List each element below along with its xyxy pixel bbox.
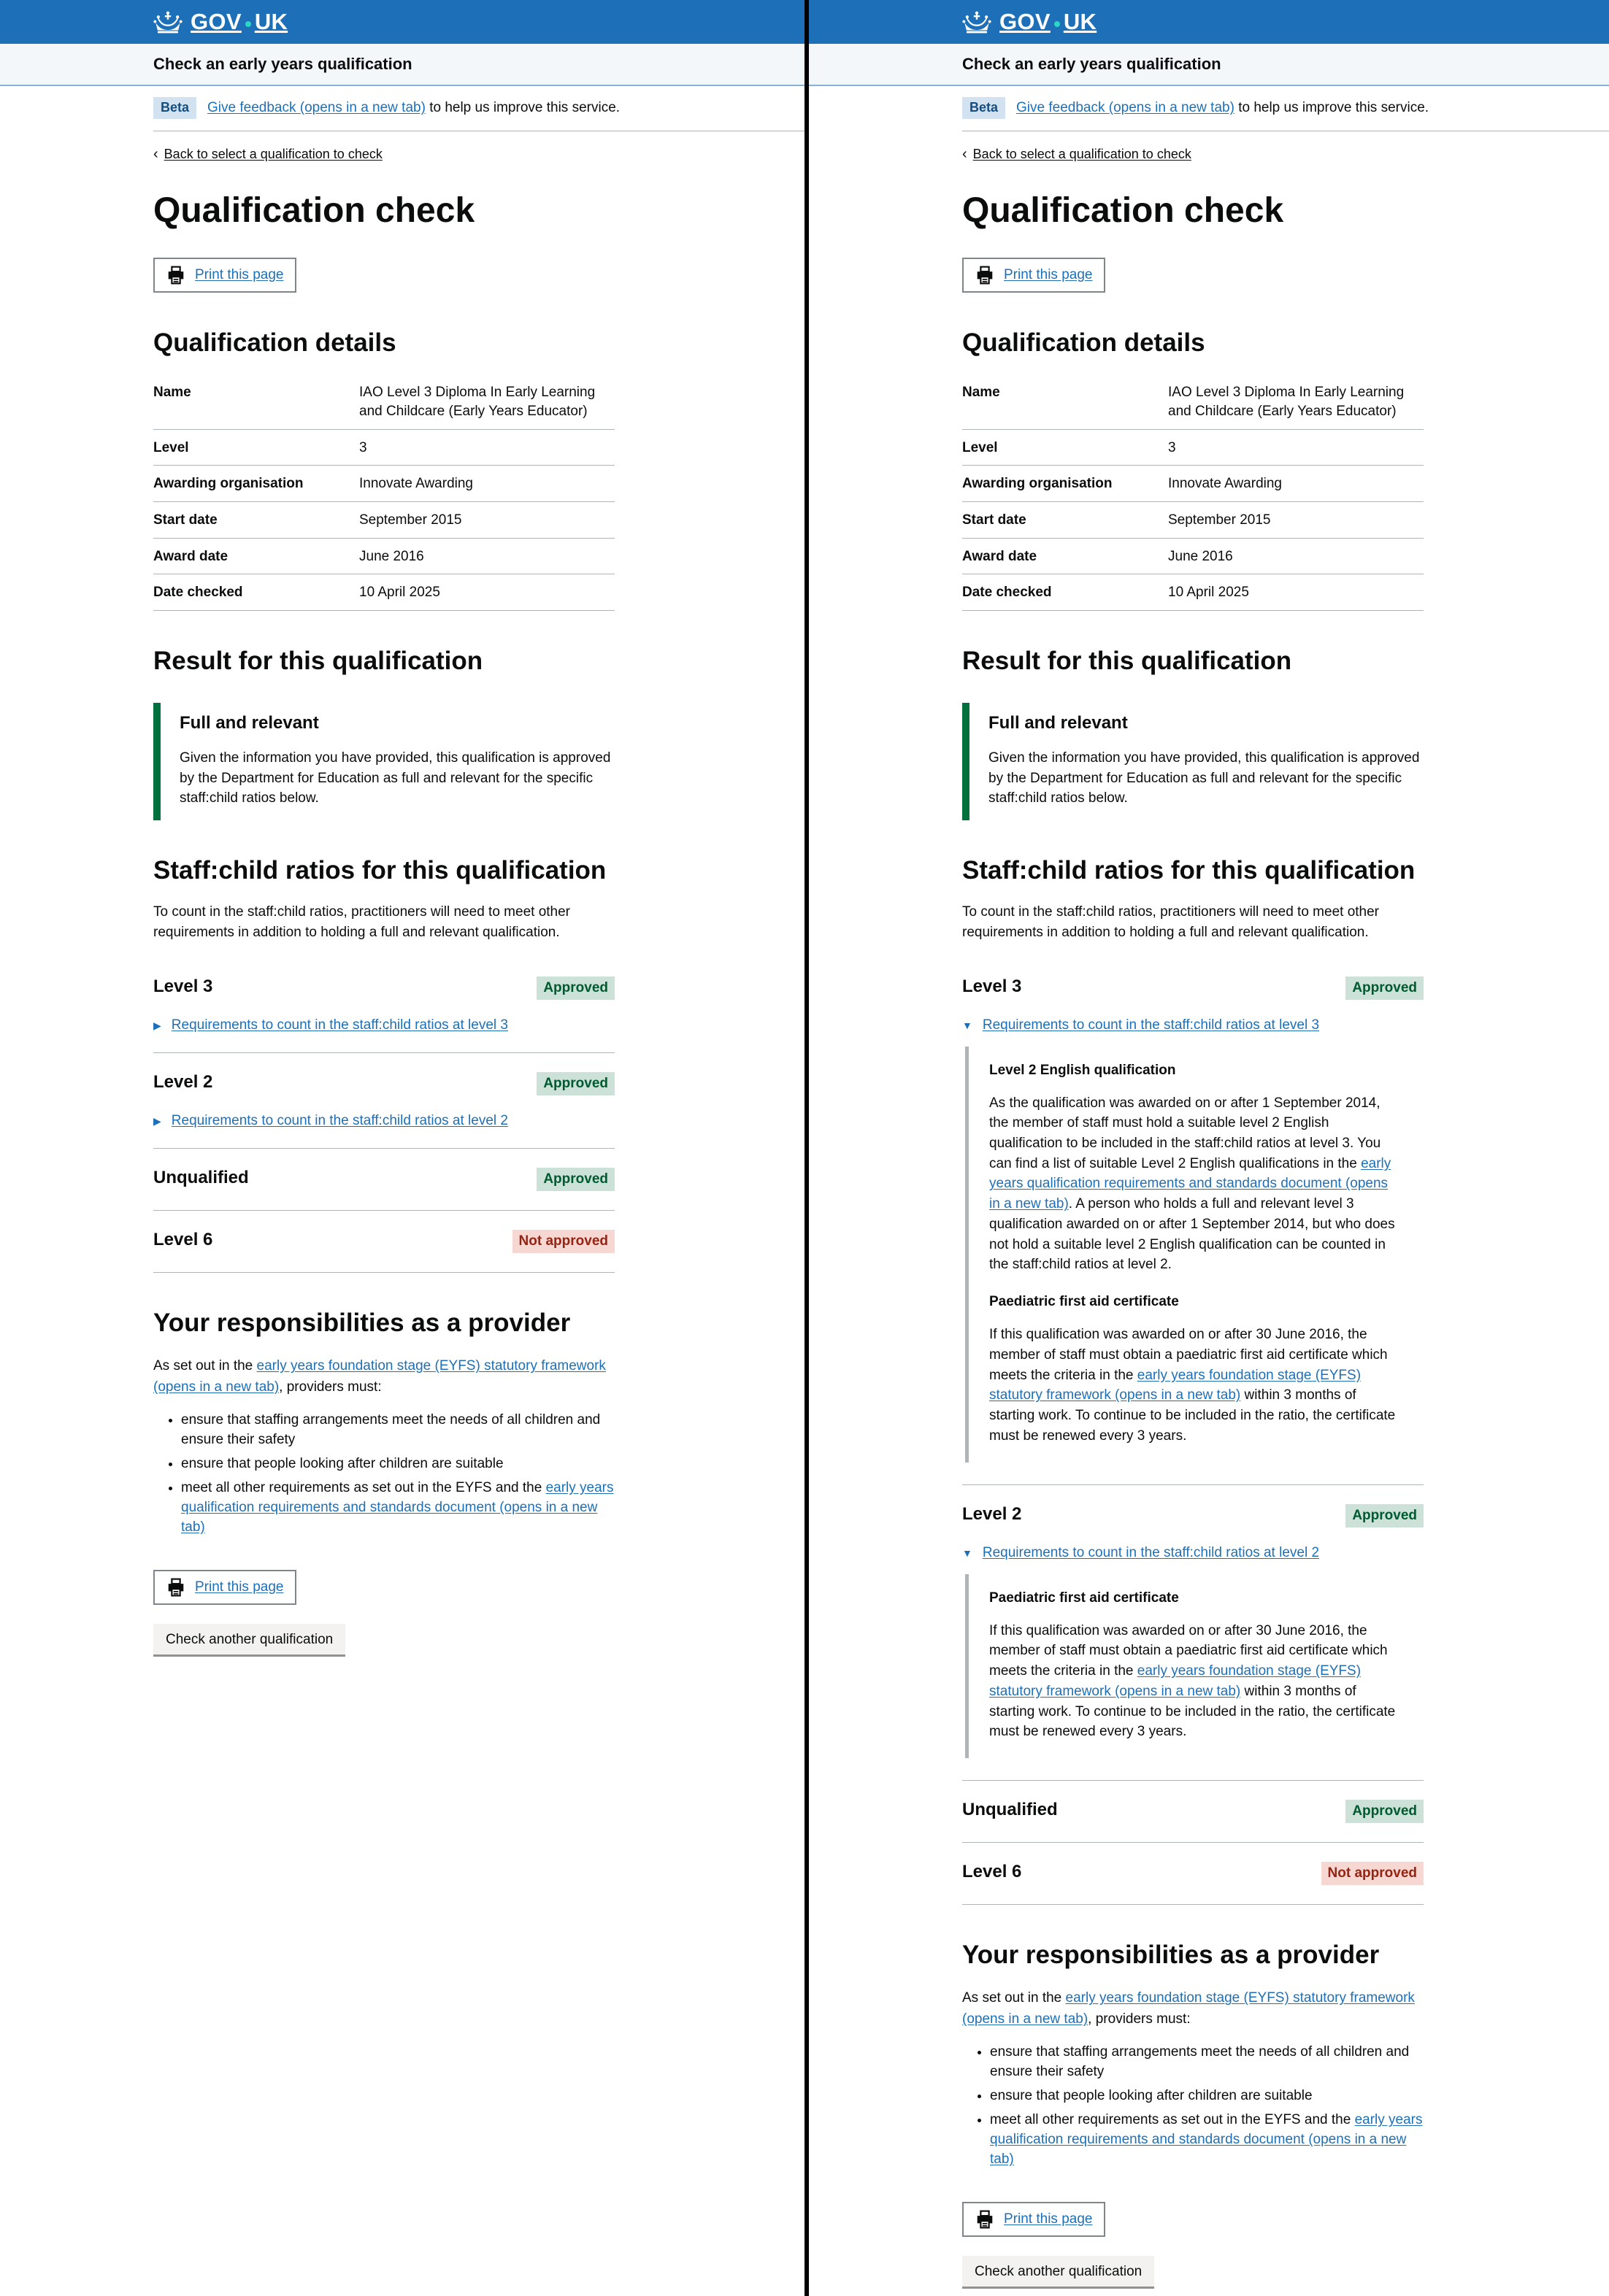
result-status: Full and relevant <box>988 713 1128 733</box>
result-heading: Result for this qualification <box>153 646 483 675</box>
phase-banner-text: Give feedback (opens in a new tab) to help us improve this service. <box>1016 99 1429 115</box>
result-panel <box>962 703 1424 820</box>
table-row <box>962 539 1424 575</box>
status-badge: Not approved <box>1321 1862 1424 1885</box>
print-page-link[interactable]: Print this page <box>195 1579 284 1595</box>
details-body-level-3 <box>965 1047 1403 1463</box>
ratio-row-level-3 <box>962 958 1424 1485</box>
status-badge: Approved <box>1345 1800 1424 1823</box>
row-key: Start date <box>962 512 1026 528</box>
govuk-logotype: GOV UK <box>999 9 1097 34</box>
qualification-requirements-link[interactable]: early years qualification requirements and standards document (opens in a new tab) <box>181 1479 614 1535</box>
row-key: Awarding organisation <box>962 476 1113 492</box>
eyfs-framework-link[interactable]: early years foundation stage (EYFS) statutory framework (opens in a new tab) <box>962 1990 1415 2027</box>
printer-icon <box>975 266 994 285</box>
ratio-level-name: Level 6 <box>153 1229 213 1249</box>
phase-tag: Beta <box>962 97 1005 119</box>
feedback-link[interactable]: Give feedback (opens in a new tab) <box>207 99 426 115</box>
table-row <box>153 502 615 539</box>
ratio-row-unqualified <box>153 1149 615 1211</box>
status-badge: Not approved <box>512 1230 615 1253</box>
ratio-row-level-3 <box>153 958 615 1053</box>
row-value: September 2015 <box>1168 512 1271 528</box>
row-value: Innovate Awarding <box>1168 476 1282 492</box>
list-item: • ensure that people looking after children are suitable <box>181 1455 615 1474</box>
ratio-level-name: Level 3 <box>153 976 213 996</box>
responsibilities-list <box>962 2043 1424 2170</box>
status-badge: Approved <box>537 1168 615 1191</box>
govuk-logotype: GOV UK <box>191 9 288 34</box>
back-link-row <box>153 146 804 163</box>
english-qualification-heading: Level 2 English qualification <box>989 1062 1176 1078</box>
printer-icon <box>975 2210 994 2229</box>
first-aid-text: If this qualification was awarded on or after 30 June 2016, the member of staff must obtain a paediatric first aid certificate which meets the criteria in the early years foundation stage (EYFS) statutory framework (opens in a new tab) within 3 months of starting work. To continue to be included in the ratio, the certificate must be renewed every 3 years. <box>989 1622 1396 1740</box>
first-aid-heading: Paediatric first aid certificate <box>989 1590 1179 1606</box>
phase-banner-text: Give feedback (opens in a new tab) to help us improve this service. <box>207 99 621 115</box>
table-row <box>962 374 1424 429</box>
main-content <box>962 192 1424 2289</box>
details-summary-level-3[interactable]: ▶ Requirements to count in the staff:child ratios at level 3 <box>153 1017 615 1033</box>
print-page-link[interactable]: Print this page <box>195 266 284 282</box>
details-summary-level-2[interactable]: ▼ Requirements to count in the staff:child ratios at level 2 <box>962 1545 1424 1561</box>
responsibilities-list <box>153 1411 615 1538</box>
details-summary-level-2[interactable]: ▶ Requirements to count in the staff:child ratios at level 2 <box>153 1113 615 1129</box>
ratio-row-level-2 <box>962 1485 1424 1781</box>
ratio-row-unqualified <box>962 1781 1424 1843</box>
ratios-intro: To count in the staff:child ratios, practitioners will need to meet other requirements in addition to holding a full and relevant qualification. <box>153 904 571 940</box>
page-title: Qualification check <box>153 191 475 230</box>
back-link[interactable]: Back to select a qualification to check <box>164 147 383 161</box>
eyfs-framework-link[interactable]: early years foundation stage (EYFS) statutory framework (opens in a new tab) <box>989 1367 1362 1403</box>
chevron-down-icon <box>962 1020 972 1030</box>
english-qualification-text: As the qualification was awarded on or after 1 September 2014, the member of staff must hold a suitable level 2 English qualification to be included in the staff:child ratios at level 3. You can find a list of suitable Level 2 English qualifications in the early years qualification requirements and standards document (opens in a new tab). A person who holds a full and relevant level 3 qualification awarded on or after 1 September 2014, but who does not hold a suitable level 2 English qualification can be counted in the staff:child ratios at level 2. <box>989 1095 1395 1273</box>
row-key: Level <box>962 439 998 455</box>
status-badge: Approved <box>537 976 615 1000</box>
table-row <box>962 574 1424 611</box>
print-page-link[interactable]: Print this page <box>1004 266 1093 282</box>
table-row <box>962 502 1424 539</box>
service-name-link[interactable]: Check an early years qualification <box>153 55 412 73</box>
first-aid-heading: Paediatric first aid certificate <box>989 1294 1179 1310</box>
ratios-list <box>153 958 615 1273</box>
responsibilities-heading: Your responsibilities as a provider <box>153 1308 571 1337</box>
row-key: Award date <box>153 548 229 564</box>
first-aid-text: If this qualification was awarded on or after 30 June 2016, the member of staff must obtain a paediatric first aid certificate which meets the criteria in the early years foundation stage (EYFS) statutory framework (opens in a new tab) within 3 months of starting work. To continue to be included in the ratio, the certificate must be renewed every 3 years. <box>989 1327 1396 1444</box>
ratio-level-name: Level 2 <box>962 1503 1022 1524</box>
status-badge: Approved <box>1345 1504 1424 1528</box>
print-page-button[interactable] <box>962 2202 1105 2237</box>
row-value: June 2016 <box>359 548 424 564</box>
table-row <box>962 466 1424 502</box>
qualification-requirements-link[interactable]: early years qualification requirements and standards document (opens in a new tab) <box>989 1155 1391 1212</box>
printer-icon <box>166 1578 185 1597</box>
table-row <box>153 374 615 429</box>
ratios-heading: Staff:child ratios for this qualification <box>153 855 607 885</box>
ratio-level-name: Unqualified <box>153 1167 249 1187</box>
print-page-button[interactable] <box>962 258 1105 293</box>
phase-tag: Beta <box>153 97 196 119</box>
crown-icon <box>962 10 991 34</box>
phase-banner <box>962 86 1609 131</box>
list-item: • ensure that staffing arrangements meet the needs of all children and ensure their safety <box>990 2043 1424 2082</box>
chevron-right-icon <box>153 1116 161 1126</box>
row-key: Date checked <box>962 585 1052 601</box>
chevron-down-icon <box>962 1548 972 1558</box>
row-key: Award date <box>962 548 1037 564</box>
status-badge: Approved <box>1345 976 1424 1000</box>
responsibilities-intro: As set out in the early years foundation stage (EYFS) statutory framework (opens in a new tab), providers must: <box>962 1990 1415 2027</box>
details-summary-level-3[interactable]: ▼ Requirements to count in the staff:child ratios at level 3 <box>962 1017 1424 1033</box>
qualification-details-table <box>153 374 615 610</box>
list-item: • ensure that staffing arrangements meet the needs of all children and ensure their safety <box>181 1411 615 1450</box>
print-page-link[interactable]: Print this page <box>1004 2211 1093 2227</box>
table-row <box>153 466 615 502</box>
table-row <box>962 430 1424 466</box>
table-row <box>153 574 615 611</box>
ratio-level-name: Level 3 <box>962 976 1022 996</box>
service-navigation <box>0 44 804 86</box>
result-heading: Result for this qualification <box>962 646 1292 675</box>
back-chevron-icon: ‹ <box>962 146 967 162</box>
qualification-requirements-link[interactable]: early years qualification requirements and standards document (opens in a new tab) <box>990 2112 1423 2168</box>
ratio-level-name: Level 6 <box>962 1861 1022 1881</box>
responsibilities-heading: Your responsibilities as a provider <box>962 1940 1380 1969</box>
back-link[interactable]: Back to select a qualification to check <box>972 147 1191 161</box>
govuk-logo-link[interactable] <box>153 9 288 35</box>
row-key: Start date <box>153 512 218 528</box>
row-value: 10 April 2025 <box>359 585 440 601</box>
row-value: Innovate Awarding <box>359 476 473 492</box>
row-value: September 2015 <box>359 512 462 528</box>
details-body-level-2 <box>965 1574 1403 1758</box>
ratios-heading: Staff:child ratios for this qualification <box>962 855 1416 885</box>
crown-icon <box>153 10 183 34</box>
row-value: IAO Level 3 Diploma In Early Learning and Childcare (Early Years Educator) <box>359 385 596 419</box>
responsibilities-intro: As set out in the early years foundation stage (EYFS) statutory framework (opens in a new tab), providers must: <box>153 1358 606 1395</box>
qualification-details-heading: Qualification details <box>962 328 1205 357</box>
result-body: Given the information you have provided, this qualification is approved by the Department for Education as full and relevant for the specific staff:child ratios below. <box>180 750 611 806</box>
result-status: Full and relevant <box>180 713 319 733</box>
service-navigation <box>809 44 1609 86</box>
ratios-list <box>962 958 1424 1905</box>
row-key: Awarding organisation <box>153 476 304 492</box>
ratio-row-level-2 <box>153 1053 615 1149</box>
ratio-level-name: Level 2 <box>153 1071 213 1092</box>
main-content <box>153 192 615 1657</box>
govuk-logo-link[interactable] <box>962 9 1097 35</box>
row-value: 3 <box>359 439 367 455</box>
row-value: IAO Level 3 Diploma In Early Learning and Childcare (Early Years Educator) <box>1168 385 1405 419</box>
table-row <box>153 539 615 575</box>
service-name-link[interactable]: Check an early years qualification <box>962 55 1221 73</box>
govuk-header <box>809 0 1609 44</box>
qualification-details-heading: Qualification details <box>153 328 396 357</box>
result-body: Given the information you have provided, this qualification is approved by the Department for Education as full and relevant for the specific staff:child ratios below. <box>988 750 1420 806</box>
back-chevron-icon: ‹ <box>153 146 158 162</box>
row-key: Name <box>153 385 191 401</box>
eyfs-framework-link[interactable]: early years foundation stage (EYFS) statutory framework (opens in a new tab) <box>153 1358 606 1395</box>
ratio-level-name: Unqualified <box>962 1799 1058 1819</box>
row-value: June 2016 <box>1168 548 1233 564</box>
list-item: • meet all other requirements as set out in the EYFS and the early years qualification requirements and standards document (opens in a new tab) <box>990 2111 1424 2170</box>
list-item: • ensure that people looking after children are suitable <box>990 2087 1424 2106</box>
qualification-details-table <box>962 374 1424 610</box>
govuk-header <box>0 0 804 44</box>
logo-dot-icon <box>1054 21 1060 27</box>
logo-dot-icon <box>245 21 251 27</box>
check-another-qualification-button[interactable]: Check another qualification <box>962 2256 1154 2289</box>
ratio-row-level-6 <box>962 1843 1424 1905</box>
printer-icon <box>166 266 185 285</box>
print-page-button[interactable] <box>153 1570 296 1605</box>
row-value: 3 <box>1168 439 1176 455</box>
row-key: Name <box>962 385 1000 401</box>
row-key: Level <box>153 439 189 455</box>
ratios-intro: To count in the staff:child ratios, practitioners will need to meet other requirements in addition to holding a full and relevant qualification. <box>962 904 1380 940</box>
list-item: • meet all other requirements as set out in the EYFS and the early years qualification requirements and standards document (opens in a new tab) <box>181 1479 615 1538</box>
page-title: Qualification check <box>962 191 1284 230</box>
feedback-link[interactable]: Give feedback (opens in a new tab) <box>1016 99 1234 115</box>
back-link-row <box>962 146 1609 163</box>
print-page-button[interactable] <box>153 258 296 293</box>
phase-banner <box>153 86 804 131</box>
check-another-qualification-button[interactable]: Check another qualification <box>153 1624 345 1657</box>
chevron-right-icon <box>153 1020 161 1030</box>
page-expanded-view <box>809 0 1609 2296</box>
table-row <box>153 430 615 466</box>
row-key: Date checked <box>153 585 243 601</box>
result-panel <box>153 703 615 820</box>
ratio-row-level-6 <box>153 1211 615 1273</box>
page-collapsed-view <box>0 0 804 2296</box>
status-badge: Approved <box>537 1072 615 1095</box>
row-value: 10 April 2025 <box>1168 585 1249 601</box>
eyfs-framework-link[interactable]: early years foundation stage (EYFS) statutory framework (opens in a new tab) <box>989 1663 1362 1699</box>
